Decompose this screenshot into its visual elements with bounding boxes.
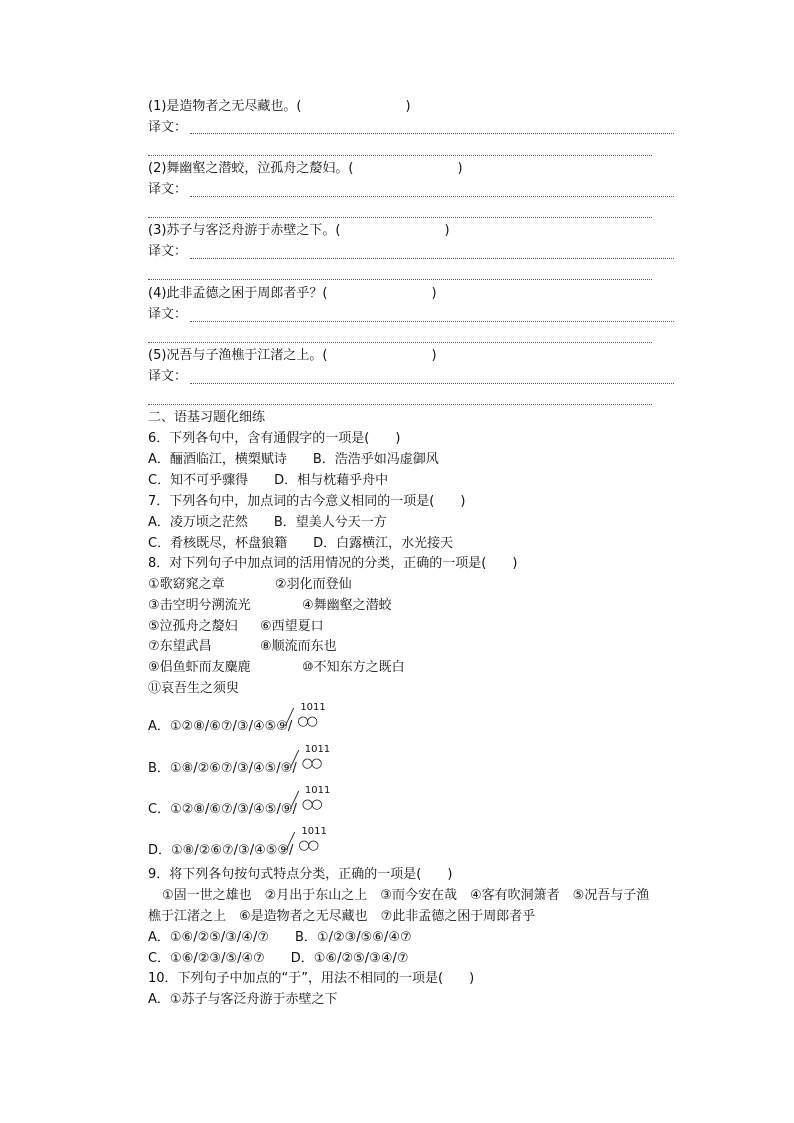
answer-line [148,342,652,343]
answer-line [190,196,674,197]
q8-option-d [148,826,327,859]
item-4-label: 译文： [148,307,188,322]
item-2-sentence: (2)舞幽壑之潜蛟，泣孤舟之嫠妇。( ) [148,161,463,176]
q8-row-2-left: ③击空明兮溯流光 [148,598,251,613]
q9-stem: 9．将下列各句按句式特点分类，正确的一项是( ) [148,867,453,882]
q9-body-line-2: 樵于江渚之上 ⑥是造物者之无尽藏也 ⑦此非孟德之困于周郎者乎 [148,909,536,924]
answer-line [148,217,652,218]
answer-line [190,383,674,384]
item-1-label: 译文： [148,120,188,135]
q8-row-3-right: ⑥西望夏口 [260,619,324,634]
q6-options-ab: A．酾酒临江，横槊赋诗 B．浩浩乎如冯虚御风 [148,452,439,467]
q8-option-b [148,744,331,777]
q8-row-4-right: ⑧顺流而东也 [260,639,337,654]
q8-row-5-left: ⑨侣鱼虾而友麋鹿 [148,660,251,675]
option-text: B．①⑧/②⑥⑦/③/④⑤/⑨/ [148,761,297,776]
q8-stem: 8．对下列句子中加点词的活用情况的分类，正确的一项是( ) [148,556,518,571]
q8-row-5-right: ⑩不知东方之既白 [302,660,405,675]
fraction-numerator: 1011 [304,744,331,755]
fraction-numerator: 1011 [304,785,331,796]
fraction-numerator: 1011 [300,702,326,713]
answer-line [190,258,674,259]
q6-stem: 6．下列各句中，含有通假字的一项是( ) [148,431,401,446]
q8-row-4-left: ⑦东望武昌 [148,639,212,654]
fraction [293,826,327,854]
q8-row-2-right: ④舞幽壑之潜蛟 [302,598,392,613]
fraction-denominator: ○○ [301,797,321,812]
q8-option-a [148,702,326,735]
item-4-sentence: (4)此非孟德之困于周郎者乎？( ) [148,286,437,301]
item-5-sentence: (5)况吾与子渔樵于江渚之上。( ) [148,348,437,363]
q8-option-c [148,785,331,818]
item-2-label: 译文： [148,182,188,197]
q7-stem: 7．下列各句中，加点词的古今意义相同的一项是( ) [148,494,466,509]
fraction-denominator: ○○ [298,838,318,853]
q10-option-a: A．①苏子与客泛舟游于赤壁之下 [148,992,338,1007]
item-3-label: 译文： [148,244,188,259]
q8-row-6: ⑪哀吾生之须臾 [148,681,240,696]
option-text: D．①⑧/②⑥⑦/③/④⑤⑨/ [148,843,294,858]
q10-stem: 10．下列句子中加点的“于”，用法不相同的一项是( ) [148,971,475,986]
fraction-denominator: ○○ [297,714,316,729]
answer-line [148,155,652,156]
answer-line [190,133,674,134]
fraction-numerator: 1011 [301,826,327,837]
q7-options-ab: A．凌万顷之茫然 B．望美人兮天一方 [148,515,387,530]
answer-line [190,321,674,322]
q9-options-ab: A．①⑥/②⑤/③/④/⑦ B．①/②③/⑤⑥/④⑦ [148,930,412,945]
fraction [297,785,331,813]
item-3-sentence: (3)苏子与客泛舟游于赤壁之下。( ) [148,223,450,238]
q8-row-1-right: ②羽化而登仙 [275,577,352,592]
answer-line [148,279,652,280]
item-5-label: 译文： [148,369,188,384]
q8-row-3-left: ⑤泣孤舟之嫠妇 [148,619,238,634]
option-text: C．①②⑧/⑥⑦/③/④⑤/⑨/ [148,802,297,817]
q8-row-1-left: ①歌窈窕之章 [148,577,225,592]
fraction-denominator: ○○ [301,756,321,771]
section-title: 二、语基习题化细练 [148,410,266,425]
q9-options-cd: C．①⑥/②③/⑤/④⑦ D．①⑥/②⑤/③④/⑦ [148,951,409,966]
answer-line [148,404,652,405]
q7-options-cd: C．肴核既尽，杯盘狼籍 D．白露横江，水光接天 [148,536,454,551]
fraction [297,744,331,772]
q9-body-line-1: ①固一世之雄也 ②月出于东山之上 ③而今安在哉 ④客有吹洞箫者 ⑤况吾与子渔 [162,888,650,903]
fraction [292,702,326,730]
option-text: A．①②⑧/⑥⑦/③/④⑤⑨/ [148,719,293,734]
item-1-sentence: (1)是造物者之无尽藏也。( ) [148,99,411,114]
q6-options-cd: C．知不可乎骤得 D．相与枕藉乎舟中 [148,473,389,488]
